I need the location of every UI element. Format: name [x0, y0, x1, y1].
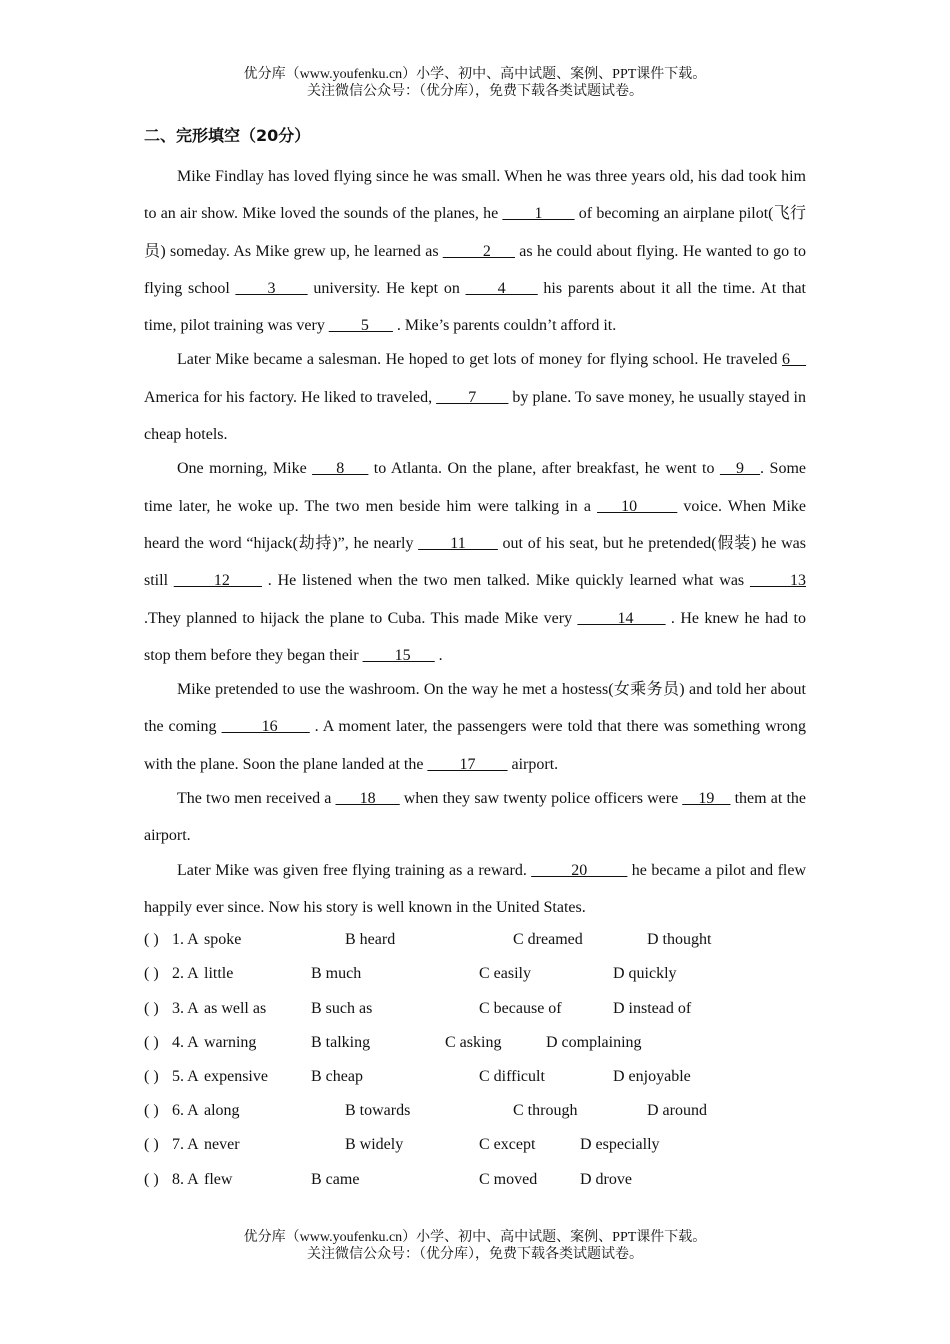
- passage-text: . He knew he had to stop them before they began their: [144, 609, 806, 664]
- answer-blank: _____2___: [442, 242, 515, 260]
- option-b: B cheap: [311, 1067, 363, 1085]
- answer-blank: _____16____: [221, 718, 310, 736]
- passage-text: . Mike’s parents couldn’t afford it.: [392, 317, 617, 335]
- option-d: D around: [647, 1102, 707, 1120]
- passage-text: out of his seat, but he pretended(假装) he was still: [144, 534, 806, 590]
- option-d: D instead of: [613, 999, 692, 1017]
- passage-text: .They planned to hijack the plane to Cuba. This made Mike very: [144, 609, 578, 627]
- option-b: B towards: [345, 1102, 411, 1120]
- question-row: [144, 928, 806, 962]
- option-b: B came: [311, 1170, 360, 1188]
- passage-paragraph: [144, 341, 806, 453]
- passage-text: them at the airport.: [144, 790, 807, 845]
- question-row: [144, 1031, 806, 1065]
- option-a: expensive: [204, 1067, 268, 1085]
- answer-paren: ( ): [144, 1136, 159, 1154]
- option-a: flew: [204, 1170, 233, 1188]
- answer-blank: __19__: [682, 790, 731, 808]
- question-row: [144, 1133, 806, 1167]
- passage-text: . He listened when the two men talked. Mike quickly learned what was: [261, 572, 750, 590]
- passage-text: airport.: [507, 755, 559, 773]
- passage-text: Later Mike was given free flying training as a reward.: [177, 861, 532, 879]
- question-row: [144, 997, 806, 1031]
- passage-text: Mike Findlay has loved flying since he was small. When he was three years old, his dad took him to an air show. Mike loved the sounds of the planes, he: [144, 168, 806, 223]
- page-header: [0, 66, 950, 100]
- option-b: B such as: [311, 999, 373, 1017]
- answer-blank: _____14____: [577, 609, 666, 627]
- question-number: 1. A: [172, 931, 199, 949]
- option-d: D thought: [647, 931, 712, 949]
- answer-blank: ____3____: [235, 279, 308, 297]
- answer-paren: ( ): [144, 965, 159, 983]
- answer-blank: _____20_____: [531, 861, 628, 879]
- option-d: D especially: [580, 1136, 660, 1154]
- question-number: 3. A: [172, 999, 199, 1017]
- question-number: 8. A: [172, 1170, 199, 1188]
- answer-blank: 6__: [782, 351, 806, 369]
- passage-text: Later Mike became a salesman. He hoped to get lots of money for flying school. He traveled: [177, 351, 782, 369]
- answer-blank: ____5___: [328, 317, 393, 335]
- question-options: [144, 928, 806, 1202]
- option-c: C easily: [479, 965, 531, 983]
- option-b: B widely: [345, 1136, 404, 1154]
- footer-line-2: 关注微信公众号：（优分库），免费下载各类试题试卷。: [307, 1247, 643, 1262]
- option-d: D complaining: [546, 1033, 642, 1051]
- passage-text: to Atlanta. On the plane, after breakfast, he went to: [368, 460, 721, 478]
- question-row: [144, 1065, 806, 1099]
- answer-paren: ( ): [144, 1033, 159, 1051]
- document-body: [144, 124, 806, 1202]
- footer-line-1: 优分库（www.youfenku.cn）小学、初中、高中试题、案例、PPT课件下载。: [243, 1230, 707, 1245]
- passage-paragraph: [144, 852, 806, 927]
- page-footer: [0, 1229, 950, 1263]
- passage-paragraph: [144, 671, 806, 783]
- option-a: along: [204, 1102, 240, 1120]
- option-b: B talking: [311, 1033, 371, 1051]
- option-a: spoke: [204, 931, 242, 949]
- answer-blank: _____12____: [173, 572, 262, 590]
- option-b: B much: [311, 965, 362, 983]
- answer-blank: ____4____: [465, 279, 538, 297]
- option-a: little: [204, 965, 234, 983]
- answer-blank: ____17____: [427, 755, 508, 773]
- section-title: 二、完形填空（20分）: [144, 126, 311, 145]
- answer-blank: ___8___: [312, 460, 369, 478]
- answer-blank: __9__: [720, 460, 761, 478]
- question-row: [144, 962, 806, 996]
- header-line-1: 优分库（www.youfenku.cn）小学、初中、高中试题、案例、PPT课件下载。: [243, 67, 707, 82]
- question-row: [144, 1099, 806, 1133]
- cloze-passage: [144, 158, 806, 926]
- answer-paren: ( ): [144, 1170, 159, 1188]
- passage-text: voice. When Mike heard the word “hijack(劫持)”, he nearly: [144, 497, 806, 552]
- passage-text: .: [434, 646, 443, 664]
- option-d: D drove: [580, 1170, 632, 1188]
- passage-paragraph: [144, 158, 806, 344]
- question-number: 5. A: [172, 1067, 199, 1085]
- passage-text: university. He kept on: [307, 279, 466, 297]
- question-number: 6. A: [172, 1102, 199, 1120]
- passage-text: The two men received a: [177, 790, 336, 808]
- passage-text: when they saw twenty police officers were: [399, 790, 683, 808]
- passage-paragraph: [144, 780, 806, 855]
- option-a: as well as: [204, 999, 267, 1017]
- answer-blank: ____1____: [502, 205, 575, 223]
- question-row: [144, 1168, 806, 1202]
- option-c: C dreamed: [513, 931, 583, 949]
- answer-blank: _____13: [750, 572, 806, 590]
- passage-text: America for his factory. He liked to traveled,: [144, 388, 437, 406]
- option-d: D enjoyable: [613, 1067, 691, 1085]
- option-c: C moved: [479, 1170, 538, 1188]
- question-number: 2. A: [172, 965, 199, 983]
- passage-text: he became a pilot and flew happily ever since. Now his story is well known in the United States.: [144, 861, 807, 916]
- option-b: B heard: [345, 931, 396, 949]
- answer-paren: ( ): [144, 1067, 159, 1085]
- answer-blank: ____7____: [436, 388, 509, 406]
- question-number: 4. A: [172, 1033, 199, 1051]
- answer-paren: ( ): [144, 1102, 159, 1120]
- answer-paren: ( ): [144, 931, 159, 949]
- answer-blank: ____15___: [362, 646, 435, 664]
- header-line-2: 关注微信公众号：（优分库），免费下载各类试题试卷。: [307, 84, 643, 99]
- answer-blank: ___18___: [335, 790, 400, 808]
- option-a: warning: [204, 1033, 257, 1051]
- option-c: C through: [513, 1102, 578, 1120]
- passage-paragraph: [144, 450, 806, 674]
- passage-text: as he could about flying. He wanted to go to flying school: [144, 242, 806, 297]
- option-c: C asking: [445, 1033, 502, 1051]
- passage-text: . A moment later, the passengers were told that there was something wrong with the plane. Soon the plane landed at the: [144, 718, 806, 773]
- passage-text: . Some time later, he woke up. The two men beside him were talking in a: [144, 460, 806, 515]
- option-c: C difficult: [479, 1067, 545, 1085]
- passage-text: his parents about it all the time. At that time, pilot training was very: [144, 279, 806, 335]
- option-c: C because of: [479, 999, 562, 1017]
- passage-text: Mike pretended to use the washroom. On the way he met a hostess(女乘务员) and told her about the coming: [144, 681, 806, 736]
- option-d: D quickly: [613, 965, 677, 983]
- passage-text: One morning, Mike: [177, 460, 313, 478]
- option-a: never: [204, 1136, 240, 1154]
- answer-blank: ____11____: [418, 534, 498, 552]
- answer-blank: ___10_____: [597, 497, 678, 515]
- option-c: C except: [479, 1136, 536, 1154]
- question-number: 7. A: [172, 1136, 199, 1154]
- passage-text: of becoming an airplane pilot(飞行员) someday. As Mike grew up, he learned as: [144, 205, 806, 260]
- answer-paren: ( ): [144, 999, 159, 1017]
- passage-text: by plane. To save money, he usually stayed in cheap hotels.: [144, 388, 807, 444]
